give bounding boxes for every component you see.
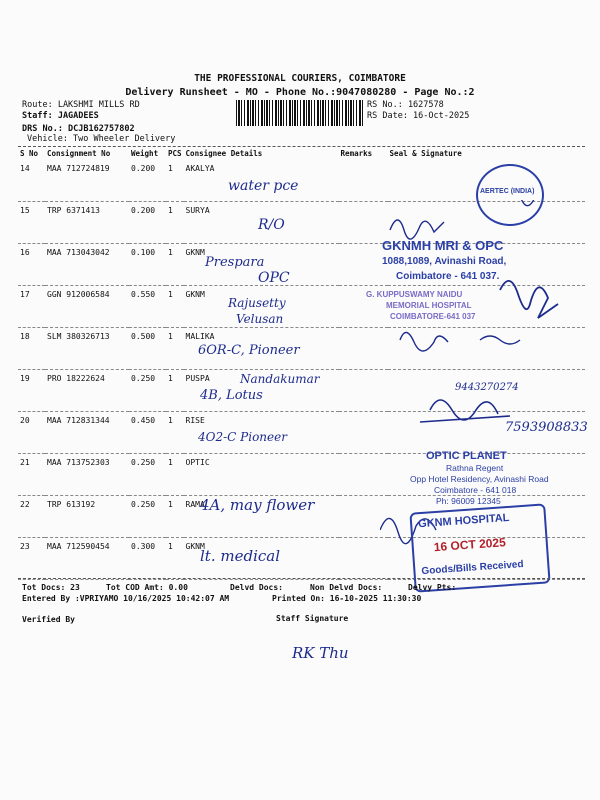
barcode xyxy=(236,100,364,126)
sno: 14 xyxy=(18,160,45,202)
kuppu-stamp-name: G. KUPPUSWAMY NAIDU xyxy=(366,290,463,299)
sno: 17 xyxy=(18,286,45,328)
weight: 0.250 xyxy=(129,370,166,412)
pcs: 1 xyxy=(166,286,184,328)
weight: 0.250 xyxy=(129,454,166,496)
consignee: GKNM xyxy=(184,538,339,580)
handwriting-row15: R/O xyxy=(258,217,285,233)
non-delivered-docs: Non Delvd Docs: xyxy=(310,583,383,592)
weight: 0.100 xyxy=(129,244,166,286)
pcs: 1 xyxy=(166,454,184,496)
consignee: AKALYA xyxy=(184,160,339,202)
signature-row17 xyxy=(500,281,558,318)
consignee: OPTIC xyxy=(184,454,339,496)
vehicle: Vehicle: Two Wheeler Delivery xyxy=(27,134,176,144)
route: Route: LAKSHMI MILLS RD xyxy=(22,100,140,110)
handwritten-phone-1: 9443270274 xyxy=(455,382,519,393)
consignment-no: PRO 18222624 xyxy=(45,370,129,412)
remarks xyxy=(339,160,388,202)
consignee: GKNM xyxy=(184,244,339,286)
handwriting-row17a: Rajusetty xyxy=(228,296,286,310)
consignment-no: MAA 713043042 xyxy=(45,244,129,286)
optic-stamp-title: OPTIC PLANET xyxy=(426,450,507,462)
sno: 22 xyxy=(18,496,45,538)
sno: 19 xyxy=(18,370,45,412)
optic-stamp-line2: Opp Hotel Residency, Avinashi Road xyxy=(410,474,549,484)
handwritten-phone-2: 7593908833 xyxy=(505,420,588,435)
delivered-docs: Delvd Docs: xyxy=(230,583,283,592)
consignee: SURYA xyxy=(184,202,339,244)
delivery-points: Delvy Pts: xyxy=(408,583,457,592)
company-title: THE PROFESSIONAL COURIERS, COIMBATORE xyxy=(194,73,406,84)
col-consignment: Consignment No xyxy=(47,149,111,158)
entered-by: Entered By :VPRIYAMO 10/16/2025 10:42:07 AM xyxy=(22,594,230,603)
signature-row15 xyxy=(390,220,444,239)
consignment-no: SLM 380326713 xyxy=(45,328,129,370)
total-cod: Tot COD Amt: 0.00 xyxy=(106,583,188,592)
sno: 15 xyxy=(18,202,45,244)
handwriting-row23: lt. medical xyxy=(200,547,281,565)
sno: 23 xyxy=(18,538,45,580)
consignment-no: MAA 713752303 xyxy=(45,454,129,496)
weight: 0.550 xyxy=(129,286,166,328)
optic-stamp-line3: Coimbatore - 641 018 xyxy=(434,485,517,495)
handwriting-row22: 4A, may flower xyxy=(200,496,315,514)
gknmh-stamp-city: Coimbatore - 641 037. xyxy=(396,271,500,282)
consignment-no: GGN 912006584 xyxy=(45,286,129,328)
consignee: PUSPA xyxy=(184,370,339,412)
consignee: RAMA xyxy=(184,496,339,538)
gknmh-stamp-title: GKNMH MRI & OPC xyxy=(382,238,504,253)
handwriting-row16b: OPC xyxy=(258,270,290,286)
handwriting-row18: 6OR-C, Pioneer xyxy=(198,343,300,358)
weight: 0.200 xyxy=(129,202,166,244)
pcs: 1 xyxy=(166,370,184,412)
verified-by: Verified By xyxy=(22,615,75,624)
consignment-no: MAA 712590454 xyxy=(45,538,129,580)
rs-date: RS Date: 16-Oct-2025 xyxy=(367,111,470,121)
staff-signature-scribble: RK Thu xyxy=(292,644,349,662)
received-stamp-title: GKNM HOSPITAL xyxy=(417,511,510,531)
drs-number: DRS No.: DCJB162757802 xyxy=(22,124,135,134)
sno: 21 xyxy=(18,454,45,496)
optic-stamp-line4: Ph: 96009 12345 xyxy=(436,496,501,506)
received-stamp xyxy=(409,503,550,592)
weight: 0.300 xyxy=(129,538,166,580)
weight: 0.450 xyxy=(129,412,166,454)
weight: 0.200 xyxy=(129,160,166,202)
pcs: 1 xyxy=(166,496,184,538)
col-seal: Seal & Signature xyxy=(389,149,462,158)
weight: 0.500 xyxy=(129,328,166,370)
pcs: 1 xyxy=(166,412,184,454)
consignee: GKNM xyxy=(184,286,339,328)
col-consignee: Consignee Details xyxy=(185,149,263,158)
optic-stamp-line1: Rathna Regent xyxy=(446,463,504,473)
weight: 0.250 xyxy=(129,496,166,538)
pcs: 1 xyxy=(166,328,184,370)
total-docs: Tot Docs: 23 xyxy=(22,583,80,592)
handwriting-row14: water pce xyxy=(228,178,299,194)
sno: 18 xyxy=(18,328,45,370)
table-header xyxy=(18,147,585,160)
consignment-no: TRP 613192 xyxy=(45,496,129,538)
col-remarks: Remarks xyxy=(340,149,373,158)
pcs: 1 xyxy=(166,202,184,244)
kuppu-stamp-hospital: MEMORIAL HOSPITAL xyxy=(386,301,472,310)
sno: 20 xyxy=(18,412,45,454)
signature-row20 xyxy=(420,400,510,422)
pcs: 1 xyxy=(166,538,184,580)
received-stamp-note: Goods/Bills Received xyxy=(421,559,524,578)
staff: Staff: JAGADEES xyxy=(22,111,99,121)
runsheet-subtitle: Delivery Runsheet - MO - Phone No.:9047080280 - Page No.:2 xyxy=(125,87,475,98)
handwriting-row16a: Prespara xyxy=(205,255,265,270)
consignment-no: MAA 712831344 xyxy=(45,412,129,454)
pcs: 1 xyxy=(166,160,184,202)
printed-on: Printed On: 16-10-2025 11:30:30 xyxy=(272,594,422,603)
col-weight: Weight xyxy=(131,149,159,158)
col-pcs: PCS xyxy=(168,149,182,158)
sno: 16 xyxy=(18,244,45,286)
footer-divider xyxy=(18,578,585,579)
seal-text: AERTEC (INDIA) xyxy=(480,188,535,195)
rs-number: RS No.: 1627578 xyxy=(367,100,444,110)
handwriting-row19b: 4B, Lotus xyxy=(200,388,263,403)
round-seal xyxy=(476,164,544,226)
consignment-no: MAA 712724819 xyxy=(45,160,129,202)
handwriting-row20: 4O2-C Pioneer xyxy=(198,430,287,444)
handwriting-row19a: Nandakumar xyxy=(240,372,320,386)
signature-row18 xyxy=(400,332,520,351)
consignee: MALIKA xyxy=(184,328,339,370)
pcs: 1 xyxy=(166,244,184,286)
staff-signature-label: Staff Signature xyxy=(276,614,349,623)
consignment-no: TRP 6371413 xyxy=(45,202,129,244)
gknmh-stamp-address: 1088,1089, Avinashi Road, xyxy=(382,256,507,267)
consignee: RISE xyxy=(184,412,339,454)
received-stamp-date: 16 OCT 2025 xyxy=(433,535,507,555)
col-sno: S No xyxy=(20,149,39,158)
handwriting-row17b: Velusan xyxy=(236,312,284,326)
kuppu-stamp-city: COIMBATORE-641 037 xyxy=(390,312,476,321)
